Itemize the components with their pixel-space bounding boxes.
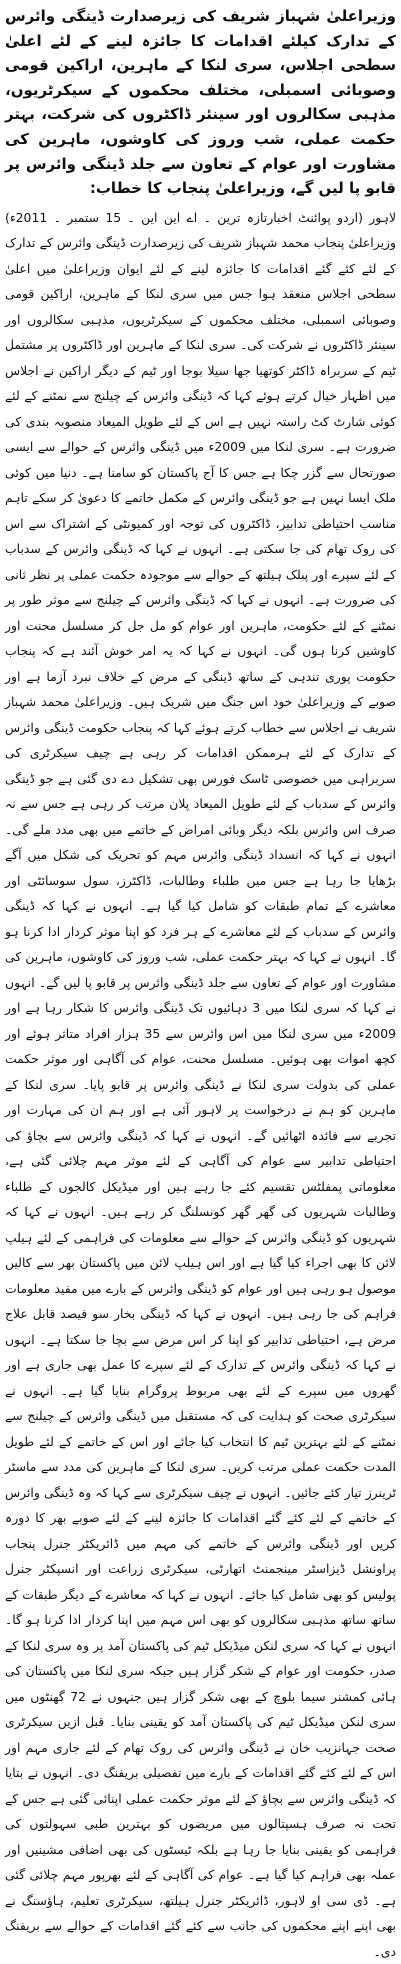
article-body: لاہور (اردو پوائنٹ اخبارتازہ ترین ۔ اے این این ۔ 15 ستمبر ۔ 2011ء) وزیراعلیٰ پنجاب محمد شہباز شریف کی زیرصدارت ڈینگی وائرس کے تدارک کے لئے کئے گئے اقدامات کا جائزہ لینے کے لئے ایوان وزیراعلیٰ میں اعلیٰ سطحی اجلاس منعقد ہوا جس میں سری لنکا کے ماہرین، اراکین قومی وصوبائی اسمبلی، مختلف محکموں کے سیکرٹریوں، مذہبی سکالروں اور سینئر ڈاکٹروں نے شرکت کی۔ سری لنکا کے ماہرین اور ڈاکٹروں پر مشتمل ٹیم کے سربراہ ڈاکٹر کوتھیا جھا سیلا بوجا اور ٹیم کے دیگر اراکین نے اجلاس میں اظہار خیال کرتے ہوئے کہا کہ ڈینگی وائرس کے چیلنج سے نمٹنے کے لئے کوئی شارٹ کٹ راستہ نہیں ہے اس کے لئے طویل المیعاد منصوبہ بندی کی ضرورت ہے۔ سری لنکا میں 2009ء میں ڈینگی وائرس کے حوالے سے ایسی صورتحال سے گزر چکا ہے جس کا آج پاکستان کو سامنا ہے۔ دنیا میں کوئی ملک ایسا نہیں ہے جو ڈینگی وائرس کے مکمل خاتمے کا دعویٰ کر سکے تاہم مناسب احتیاطی تدابیر، ڈاکٹروں کی توجہ اور کمیونٹی کے اشتراک سے اس کی روک تھام کی جا سکتی ہے۔ انہوں نے کہا کہ ڈینگی وائرس کے سدباب کے لئے سپرے اور پبلک ہیلتھ کے حوالے سے موجودہ حکمت عملی پر نظر ثانی کی ضرورت ہے۔ انہوں نے کہا کہ ڈینگی وائرس کے چیلنج سے موثر طور پر نمٹنے کے لئے حکومت، ماہرین اور عوام کو مل جل کر مسلسل محنت اور کاوشیں کرنا ہوں گی۔ انہوں نے کہا کہ یہ امر خوش آئند ہے کہ پنجاب حکومت پوری تندہی کے ساتھ ڈینگی کے مرض کے خلاف نبرد آزما ہے اور صوبے کے وزیراعلیٰ خود اس جنگ میں شریک ہیں۔ وزیراعلیٰ محمد شہباز شریف نے اجلاس سے خطاب کرتے ہوئے کہا کہ پنجاب حکومت ڈینگی وائرس کے تدارک کے لئے ہرممکن اقدامات کر رہی ہے چیف سیکرٹری کی سربراہی میں خصوصی ٹاسک فورس بھی تشکیل دے دی گئی ہے جو ڈینگی وائرس کے سدباب کے لئے طویل المیعاد پلان مرتب کر رہی ہے جس سے نہ صرف اس وائرس بلکہ دیگر وبائی امراض کے خاتمے میں بھی مدد ملے گی۔ انہوں نے کہا کہ انسداد ڈینگی وائرس مہم کو تحریک کی شکل میں آگے بڑھایا جا رہا ہے جس میں طلباء وطالبات، ڈاکٹرز، سول سوسائٹی اور معاشرے کے تمام طبقات کو شامل کیا گیا ہے۔ انہوں نے کہا کہ ڈینگی وائرس کے سدباب کے لئے معاشرے کے ہر فرد کو اپنا موثر کردار ادا کرنا ہو گا۔ انہوں نے کہا کہ بہتر حکمت عملی، شب وروز کی کاوشوں، ماہرین کی مشاورت اور عوام کے تعاون سے جلد ڈینگی وائرس پر قابو پا لیں گے۔ انہوں نے کہا کہ سری لنکا میں 3 دہائیوں تک ڈینگی وائرس کا شکار رہا ہے اور 2009ء میں سری لنکا میں اس وائرس سے 35 ہزار افراد متاثر ہوئے اور کچھ اموات بھی ہوئیں۔ مسلسل محنت، عوام کی آگاہی اور موثر حکمت عملی کی بدولت سری لنکا نے ڈینگی وائرس پر قابو پایا۔ سری لنکا کے ماہرین کو ہم نے درخواست پر لاہور آئی ہے اور ہم ان کی مہارت اور تجربے سے فائدہ اٹھائیں گے۔ انہوں نے کہا کہ ڈینگی وائرس سے بچاؤ کی احتیاطی تدابیر سے عوام کی آگاہی کے لئے موثر مہم چلائی گئی ہے، معلوماتی پمفلٹس تقسیم کئے جا رہے ہیں اور میڈیکل کالجوں کے طلباء وطالبات شہریوں کی گھر گھر کونسلنگ کر رہے ہیں۔ انہوں نے کہا کہ شہریوں کو ڈینگی وائرس کے حوالے سے معلومات کی فراہمی کے لئے ہیلپ لائن کا بھی اجراء کیا گیا ہے اور اس ہیلپ لائن میں پاکستان بھر سے کالیں موصول ہو رہی ہیں اور عوام کو ڈینگی وائرس کے بارے میں مفید معلومات فراہم کی جا رہی ہیں۔ انہوں نے کہا کہ ڈینگی بخار سو فیصد قابل علاج مرض ہے، احتیاطی تدابیر کو اپنا کر اس مرض سے بچا جا سکتا ہے۔ انہوں نے کہا کہ ڈینگی وائرس کے تدارک کے لئے سپرے کا عمل بھی جاری ہے اور گھروں میں سپرے کے لئے بھی مربوط پروگرام بنایا گیا ہے۔ انہوں نے سیکرٹری صحت کو ہدایت کی کہ مستقبل میں ڈینگی وائرس کے چیلنج سے نمٹنے کے لئے بہترین ٹیم کا انتخاب کیا جائے اور اس کے خاتمے کے لئے طویل المدت حکمت عملی مرتب کریں۔ سری لنکا کے ماہرین کی مدد سے ماسٹر ٹرینرز تیار کئے جائیں۔ انہوں نے چیف سیکرٹری سے کہا کہ وہ ڈینگی وائرس کے خاتمے کے لئے کئے گئے اقدامات کا جائزہ لینے کے لئے صوبے بھر کا دورہ کریں اور ڈینگی وائرس کے خاتمے کی مہم میں ڈائریکٹر جنرل پنجاب پراونشل ڈیزاسٹر مینجمنٹ اتھارٹی، سیکرٹری زراعت اور انسپکٹر جنرل پولیس کو بھی شامل کیا جائے۔ انہوں نے کہا کہ معاشرے کے دیگر طبقات کے ساتھ ساتھ مذہبی سکالروں کو بھی اس مہم میں اپنا کردار ادا کرنا ہو گا۔ انہوں نے کہا کہ سری لنکن میڈیکل ٹیم کی پاکستان آمد پر وہ سری لنکا کے صدر، حکومت اور عوام کے شکر گزار ہیں جبکہ سری لنکا میں پاکستان کی ہائی کمشنر سیما بلوچ کے بھی شکر گزار ہیں جنہوں نے 72 گھنٹوں میں سری لنکن میڈیکل ٹیم کی پاکستان آمد کو یقینی بنایا۔ قبل ازیں سیکرٹری صحت جہانزیب خان نے ڈینگی وائرس کی روک تھام کے لئے جاری مہم اور اس کے لئے کئے گئے اقدامات کے بارے میں تفصیلی بریفنگ دی۔ انہوں نے بتایا کہ ڈینگی وائرس سے بچاؤ کے لئے موثر حکمت عملی اپنائی گئی ہے جس کے تحت نہ صرف ہسپتالوں میں مریضوں کو بہترین طبی سہولتوں کی فراہمی کو یقینی بنایا جا رہا ہے بلکہ ٹیسٹوں کی بھی اضافی مشینیں اور عملہ بھی فراہم کیا گیا ہے۔ عوام کی آگاہی کے لئے بھرپور مہم چلائی گئی ہے۔ ڈی سی او لاہور، ڈائریکٹر جنرل ہیلتھ، سیکرٹری تعلیم، ہاؤسنگ نے بھی اپنے اپنے محکموں کی جانب سے کئے گئے اقدامات کے حوالے سے بریفنگ دی۔ [5,209,397,1959]
article-headline: وزیراعلیٰ شہباز شریف کی زیرصدارت ڈینگی وائرس کے تدارک کیلئے اقدامات کا جائزہ لینے کے لئے اعلیٰ سطحی اجلاس، سری لنکا کے ماہرین، اراکین قومی وصوبائی اسمبلی، مختلف محکموں کے سیکرٹریوں، مذہبی سکالروں اور سینئر ڈاکٹروں کی شرکت، بہتر حکمت عملی، شب وروز کی کاوشوں، ماہرین کی مشاورت اور عوام کے تعاون سے جلد ڈینگی وائرس پر قابو پا لیں گے، وزیراعلیٰ پنجاب کا خطاب: [5,7,396,198]
